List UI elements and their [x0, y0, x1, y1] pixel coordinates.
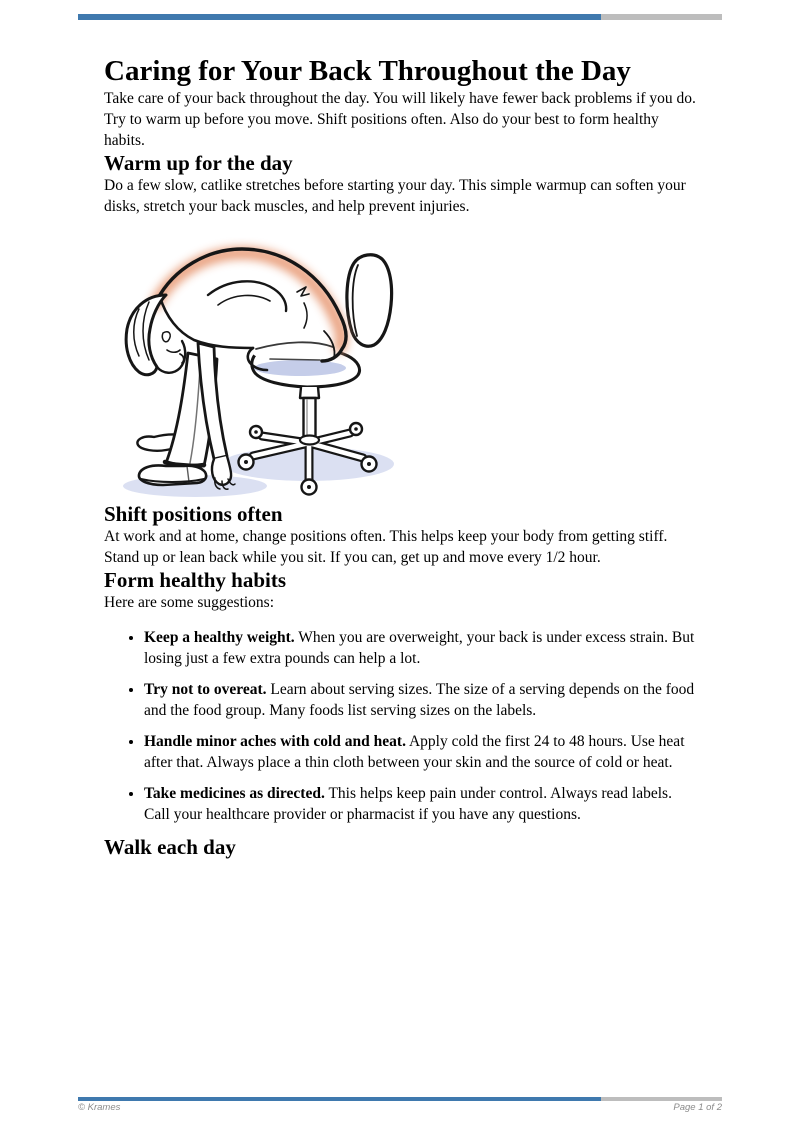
footer-accent-bar	[78, 1097, 722, 1101]
page-number-label: Page 1 of 2	[673, 1102, 722, 1113]
page-title: Caring for Your Back Throughout the Day	[104, 55, 631, 87]
bullet-lead-bold: Handle minor aches with cold and heat.	[144, 733, 406, 751]
list-item	[144, 679, 701, 721]
suggestions-list	[104, 627, 701, 825]
section-heading-warm-up: Warm up for the day	[104, 150, 293, 175]
list-item	[144, 627, 701, 669]
warm-up-paragraph: Do a few slow, catlike stretches before starting your day. This simple warmup can soften your disks, stretch your back muscles, and help prevent injuries.	[104, 177, 686, 216]
intro-paragraph: Take care of your back throughout the day. You will likely have fewer back problems if you do. Try to warm up before you move. Shift positions often. Also do your best to form healthy habits.	[104, 89, 696, 149]
footer-bar-blue-segment	[78, 1097, 601, 1101]
chair-base	[239, 387, 377, 495]
suggestions-intro: Here are some suggestions:	[104, 594, 275, 612]
chair-backrest	[347, 255, 392, 346]
list-item	[144, 783, 701, 825]
shift-positions-paragraph: At work and at home, change positions often. This helps keep your body from getting stiff. Stand up or lean back while you sit. If you can, get up and move every 1/2 hour.	[104, 528, 668, 567]
document-content	[104, 0, 701, 859]
back-stretch-illustration-svg	[100, 237, 410, 502]
list-item	[144, 731, 701, 773]
section-heading-healthy-habits: Form healthy habits	[104, 568, 287, 593]
bullet-lead-bold: Try not to overeat.	[144, 681, 267, 699]
footer-bar-gray-segment	[601, 1097, 722, 1101]
bullet-text: Apply cold the first 24 to 48 hours. Use heat after that. Always place a thin cloth between your skin and the source of cold or heat.	[144, 733, 685, 772]
copyright-label: © Krames	[78, 1102, 121, 1113]
bullet-lead-bold: Keep a healthy weight.	[144, 629, 295, 647]
bullet-lead-bold: Take medicines as directed.	[144, 785, 325, 803]
bullet-text: Learn about serving sizes. The size of a serving depends on the food and the food group. Many foods list serving sizes on the labels.	[144, 681, 695, 720]
back-stretch-illustration	[100, 237, 410, 502]
section-heading-shift-positions: Shift positions often	[104, 502, 283, 527]
section-heading-walk-each-day: Walk each day	[104, 835, 236, 860]
bullet-text: When you are overweight, your back is under excess strain. But losing just a few extra pounds can help a lot.	[144, 629, 695, 668]
bullet-text: This helps keep pain under control. Always read labels. Call your healthcare provider or pharmacist if you have any questions.	[144, 785, 672, 824]
page-footer	[78, 1102, 722, 1113]
